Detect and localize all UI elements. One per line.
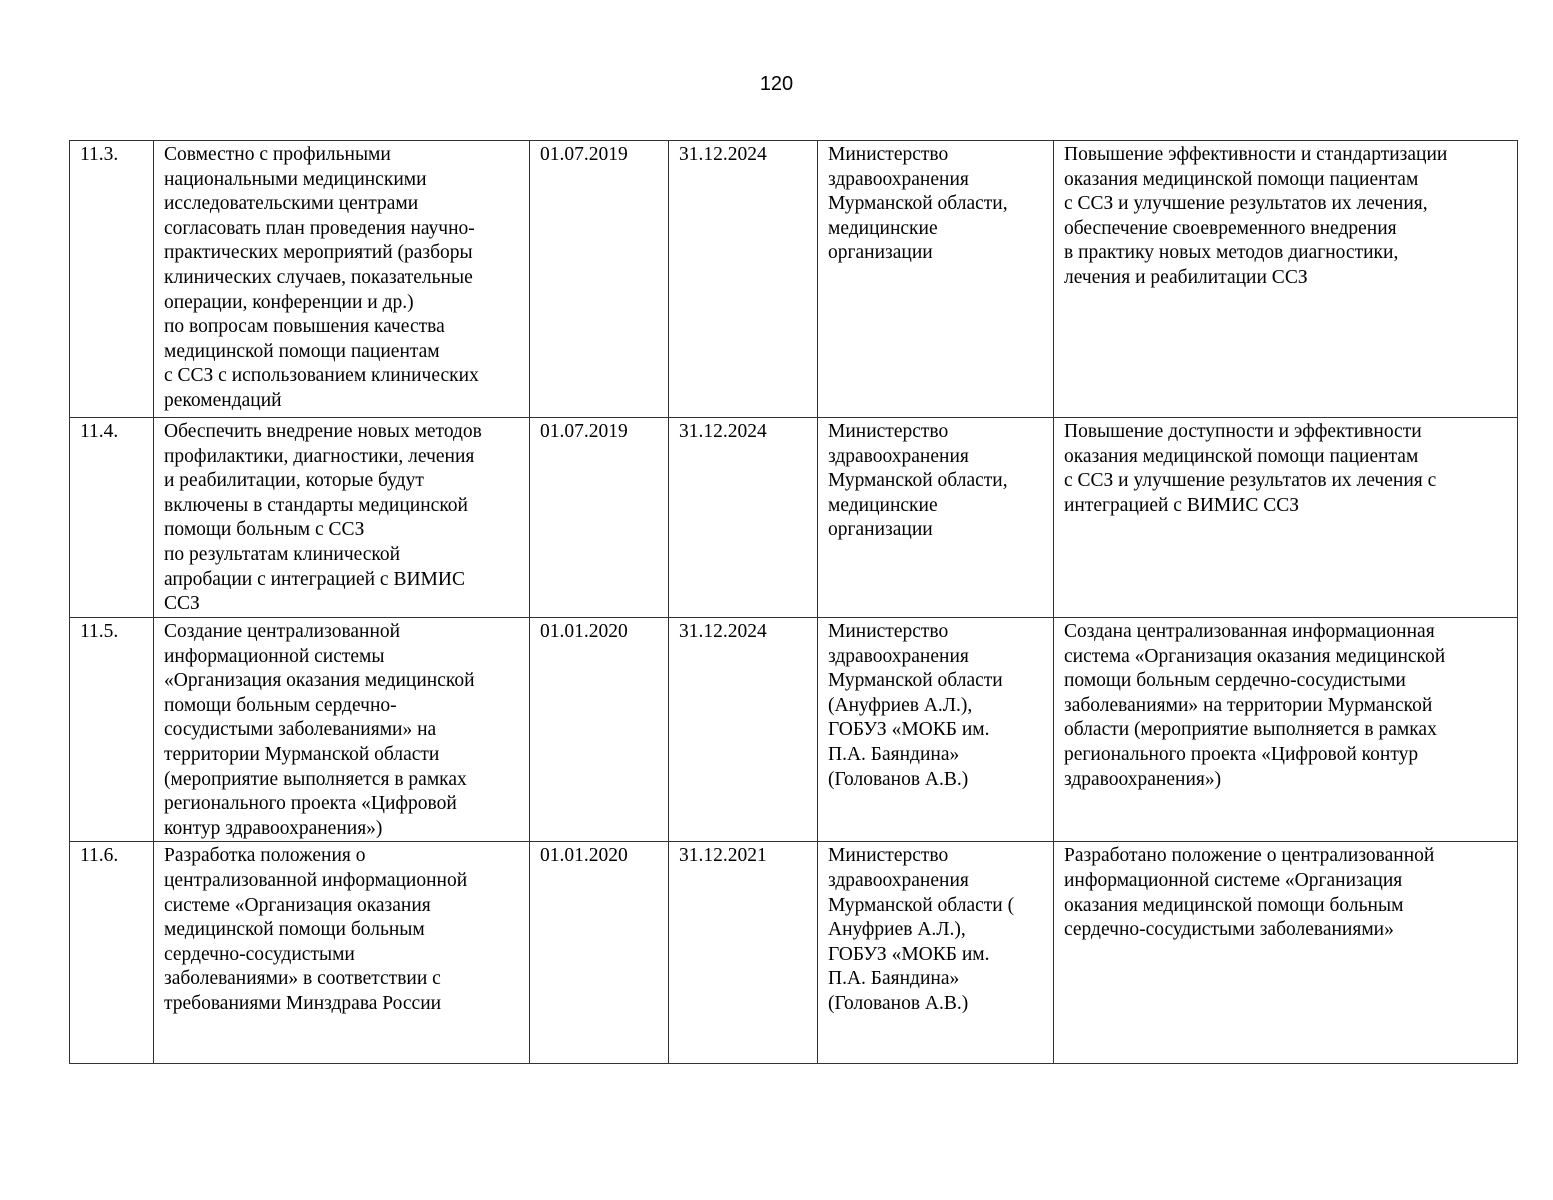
action-description: Создание централизованной информационной системы «Организация оказания медицинской помощи больным сердечно- сосудистыми заболеваниями» на территории Мурманской области (мероприятие выполняется в рамках регионального проекта «Цифровой контур здравоохранения») bbox=[154, 618, 530, 842]
action-plan-table bbox=[69, 140, 1518, 1064]
item-number: 11.6. bbox=[70, 842, 154, 1064]
start-date: 01.01.2020 bbox=[530, 618, 669, 842]
end-date: 31.12.2021 bbox=[669, 842, 818, 1064]
table-row bbox=[70, 618, 1518, 842]
table-row bbox=[70, 141, 1518, 418]
expected-result: Повышение эффективности и стандартизации оказания медицинской помощи пациентам с ССЗ и улучшение результатов их лечения, обеспечение своевременного внедрения в практику новых методов диагностики, лечения и реабилитации ССЗ bbox=[1054, 141, 1518, 418]
item-number: 11.5. bbox=[70, 618, 154, 842]
responsible-party: Министерство здравоохранения Мурманской области, медицинские организации bbox=[818, 418, 1054, 618]
expected-result: Повышение доступности и эффективности оказания медицинской помощи пациентам с ССЗ и улучшение результатов их лечения с интеграцией с ВИМИС ССЗ bbox=[1054, 418, 1518, 618]
item-number: 11.4. bbox=[70, 418, 154, 618]
item-number: 11.3. bbox=[70, 141, 154, 418]
responsible-party: Министерство здравоохранения Мурманской области, медицинские организации bbox=[818, 141, 1054, 418]
expected-result: Разработано положение о централизованной информационной системе «Организация оказания медицинской помощи больным сердечно-сосудистыми заболеваниями» bbox=[1054, 842, 1518, 1064]
end-date: 31.12.2024 bbox=[669, 618, 818, 842]
table-row bbox=[70, 418, 1518, 618]
page-number: 120 bbox=[759, 73, 794, 95]
action-description: Разработка положения о централизованной информационной системе «Организация оказания медицинской помощи больным сердечно-сосудистыми заболеваниями» в соответствии с требованиями Минздрава России bbox=[154, 842, 530, 1064]
responsible-party: Министерство здравоохранения Мурманской области ( Ануфриев А.Л.), ГОБУЗ «МОКБ им. П.А. Баяндина» (Голованов А.В.) bbox=[818, 842, 1054, 1064]
responsible-party: Министерство здравоохранения Мурманской области (Ануфриев А.Л.), ГОБУЗ «МОКБ им. П.А. Баяндина» (Голованов А.В.) bbox=[818, 618, 1054, 842]
action-description: Совместно с профильными национальными медицинскими исследовательскими центрами согласовать план проведения научно- практических мероприятий (разборы клинических случаев, показательные операции, конференции и др.) по вопросам повышения качества медицинской помощи пациентам с ССЗ с использованием клинических рекомендаций bbox=[154, 141, 530, 418]
start-date: 01.07.2019 bbox=[530, 418, 669, 618]
table-row bbox=[70, 842, 1518, 1064]
expected-result: Создана централизованная информационная система «Организация оказания медицинской помощи больным сердечно-сосудистыми заболеваниями» на территории Мурманской области (мероприятие выполняется в рамках регионального проекта «Цифровой контур здравоохранения») bbox=[1054, 618, 1518, 842]
end-date: 31.12.2024 bbox=[669, 418, 818, 618]
end-date: 31.12.2024 bbox=[669, 141, 818, 418]
action-description: Обеспечить внедрение новых методов профилактики, диагностики, лечения и реабилитации, которые будут включены в стандарты медицинской помощи больным с ССЗ по результатам клинической апробации с интеграцией с ВИМИС ССЗ bbox=[154, 418, 530, 618]
start-date: 01.01.2020 bbox=[530, 842, 669, 1064]
start-date: 01.07.2019 bbox=[530, 141, 669, 418]
